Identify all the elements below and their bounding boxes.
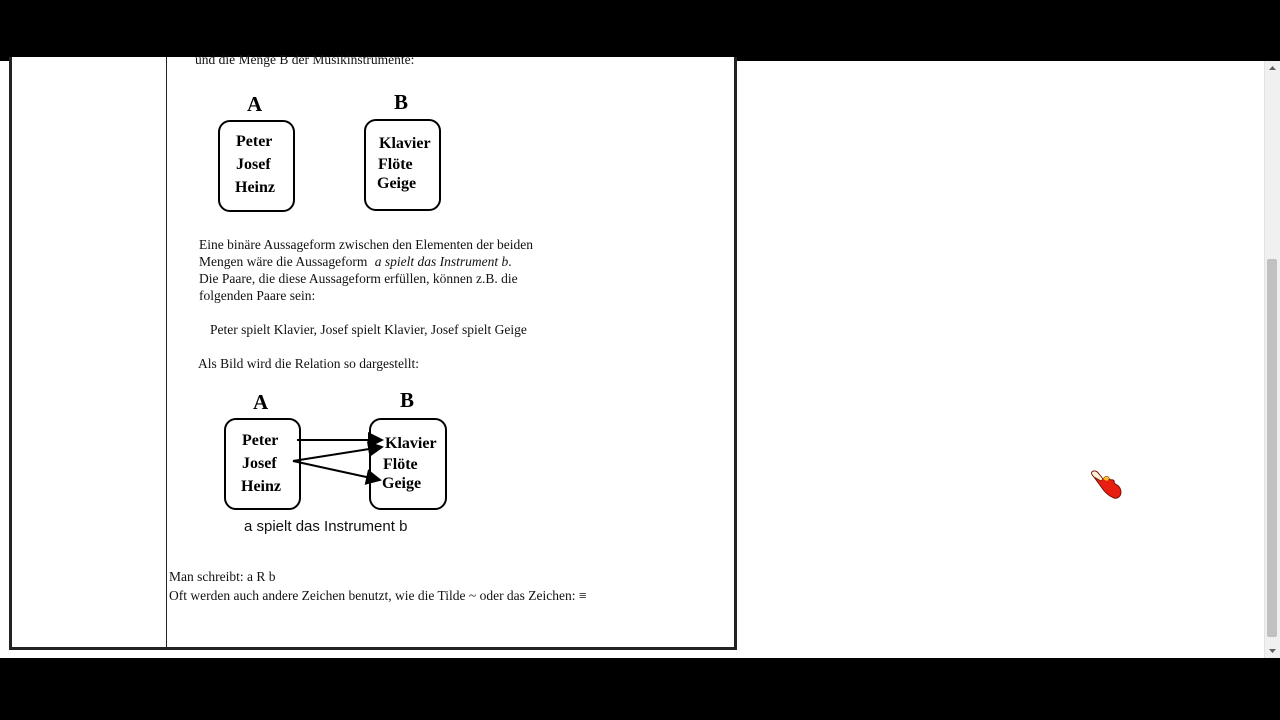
set-b-item: Flöte (378, 156, 413, 173)
pairs-line: Peter spielt Klavier, Josef spielt Klavier, Josef spielt Geige (210, 322, 527, 337)
set-b-label: B (400, 388, 415, 412)
set-a-item: Heinz (241, 478, 281, 495)
scroll-down-button[interactable] (1265, 643, 1280, 658)
man-schreibt-line: Man schreibt: a R b (169, 569, 276, 584)
set-b-label: B (394, 90, 409, 114)
set-a-item: Peter (236, 133, 273, 150)
diagram-caption: a spielt das Instrument b (244, 518, 408, 535)
set-a-item: Josef (236, 156, 271, 173)
scroll-thumb[interactable] (1267, 259, 1277, 637)
para1-line2-italic: a spielt das Instrument b (374, 254, 509, 269)
set-a-item: Josef (242, 455, 277, 472)
cut-top-line: und die Menge B der Musikinstrumente: (195, 52, 415, 67)
set-a-item: Heinz (235, 179, 275, 196)
arrow-josef-geige (293, 461, 380, 480)
para1-line4: folgenden Paare sein: (199, 288, 316, 303)
relation-arrows (12, 57, 740, 650)
vertical-scrollbar[interactable] (1264, 61, 1280, 658)
arrow-down-icon (1265, 643, 1280, 658)
content-frame (9, 52, 737, 650)
para1-line3: Die Paare, die diese Aussageform erfüllen, können z.B. die (199, 271, 518, 286)
arrow-josef-klavier (293, 447, 382, 461)
bild-line: Als Bild wird die Relation so dargestellt: (198, 356, 419, 371)
scroll-up-button[interactable] (1265, 61, 1280, 76)
oft-line: Oft werden auch andere Zeichen benutzt, wie die Tilde ~ oder das Zeichen: ≡ (169, 588, 587, 603)
set-b-item: Klavier (379, 135, 431, 152)
hand-pointer-icon (1090, 469, 1124, 506)
set-b-item: Klavier (385, 435, 437, 452)
para1-line2-suffix: . (508, 254, 512, 269)
arrow-up-icon (1265, 61, 1280, 76)
browser-page (0, 52, 1280, 658)
set-a-label: A (247, 92, 263, 116)
para1-line1: Eine binäre Aussageform zwischen den Elementen der beiden (199, 237, 533, 252)
set-a-label: A (253, 390, 269, 414)
set-b-item: Geige (382, 475, 422, 492)
set-b-item: Flöte (383, 456, 418, 473)
set-b-item: Geige (377, 175, 417, 192)
para1-line2-prefix: Mengen wäre die Aussageform (199, 254, 368, 269)
set-a-item: Peter (242, 432, 279, 449)
